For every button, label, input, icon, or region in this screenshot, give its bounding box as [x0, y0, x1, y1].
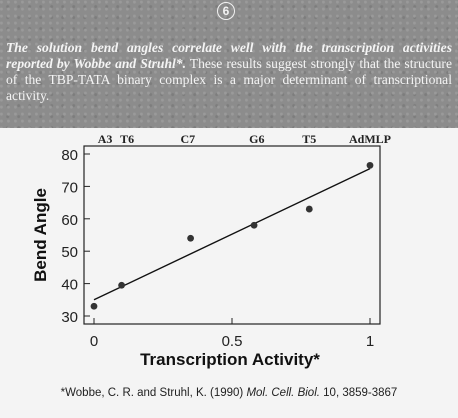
bend-angle-scatter-chart — [0, 128, 458, 378]
x-tick-label: 1 — [365, 333, 375, 350]
promoter-label: C7 — [180, 132, 196, 146]
promoter-label: G6 — [249, 132, 265, 146]
data-point — [367, 162, 374, 169]
x-axis-title: Transcription Activity* — [140, 350, 320, 369]
data-point — [187, 235, 194, 242]
caption-body: These results suggest strongly that the structure of the TBP-TATA binary complex is a major determinant of transcriptional activity. — [6, 56, 452, 103]
y-axis-title: Bend Angle — [31, 188, 50, 282]
y-tick-label: 50 — [61, 244, 78, 262]
data-point — [306, 206, 313, 213]
y-tick-label: 60 — [61, 211, 78, 229]
caption-highlight: The solution bend angles correlate well with the transcription activities reported by Wobbe and Struhl*. — [6, 40, 452, 71]
slide-caption — [6, 40, 452, 104]
y-tick-label: 40 — [61, 276, 78, 294]
plot-frame — [84, 146, 380, 324]
data-point — [118, 282, 125, 289]
citation-footnote — [0, 387, 458, 399]
promoter-label: AdMLP — [349, 132, 391, 146]
promoter-label: A3 — [97, 132, 113, 146]
x-tick-label: 0 — [89, 333, 99, 350]
footnote-volume: 10, 3859-3867 — [319, 387, 398, 399]
regression-line — [94, 169, 370, 300]
footnote-journal: Mol. Cell. Biol. — [246, 387, 320, 399]
footnote-authors: *Wobbe, C. R. and Struhl, K. (1990) — [60, 387, 247, 399]
y-tick-label: 70 — [61, 179, 78, 197]
data-point — [251, 222, 258, 229]
slide-number-badge: 6 — [217, 2, 235, 20]
y-tick-label: 80 — [61, 147, 78, 164]
data-point — [91, 303, 98, 310]
promoter-label: T5 — [302, 132, 317, 146]
y-tick-label: 30 — [61, 309, 78, 326]
chart-panel — [0, 128, 458, 418]
x-tick-label: 0.5 — [221, 333, 243, 350]
promoter-label: T6 — [120, 132, 135, 146]
